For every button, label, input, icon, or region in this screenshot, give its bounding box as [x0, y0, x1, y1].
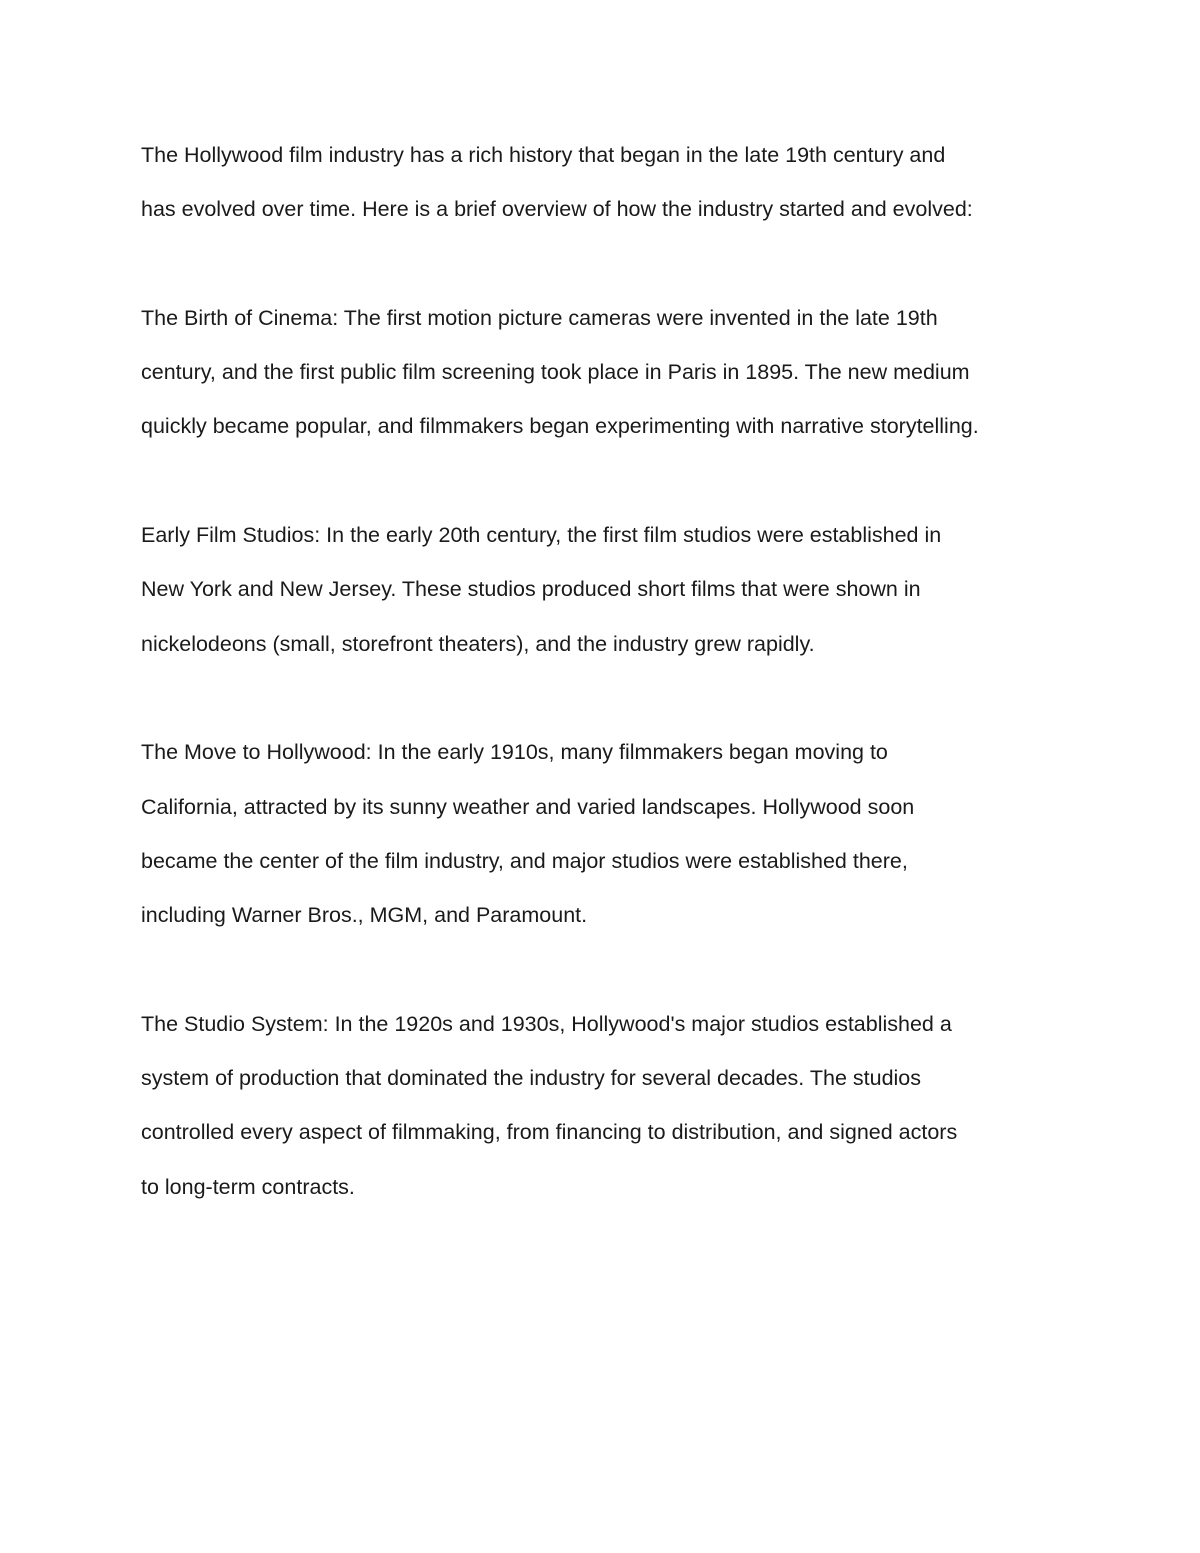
studio-system-paragraph — [141, 997, 1081, 1214]
text-line: The Hollywood film industry has a rich history that began in the late 19th century and — [141, 143, 946, 167]
text-line: The Studio System: In the 1920s and 1930s, Hollywood's major studios established a — [141, 1011, 952, 1036]
text-line: nickelodeons (small, storefront theaters), and the industry grew rapidly. — [141, 631, 815, 656]
text-line: has evolved over time. Here is a brief overview of how the industry started and evolved: — [141, 197, 973, 222]
text-line: controlled every aspect of filmmaking, from financing to distribution, and signed actors — [141, 1120, 958, 1145]
paragraph-spacer — [141, 942, 1081, 996]
text-line: including Warner Bros., MGM, and Paramount. — [141, 903, 588, 928]
paragraph-spacer — [141, 237, 1081, 291]
document-body — [141, 128, 1081, 1214]
intro-paragraph — [141, 128, 1081, 237]
text-line: New York and New Jersey. These studios produced short films that were shown in — [141, 577, 921, 602]
text-line: to long-term contracts. — [141, 1174, 355, 1199]
birth-of-cinema-paragraph — [141, 291, 1081, 454]
text-line: system of production that dominated the industry for several decades. The studios — [141, 1066, 922, 1091]
text-line: The Move to Hollywood: In the early 1910s, many filmmakers began moving to — [141, 740, 888, 765]
text-line: California, attracted by its sunny weather and varied landscapes. Hollywood soon — [141, 794, 915, 819]
early-film-studios-paragraph — [141, 508, 1081, 671]
text-line: Early Film Studios: In the early 20th century, the first film studios were established in — [141, 523, 942, 548]
move-to-hollywood-paragraph — [141, 725, 1081, 942]
text-line: became the center of the film industry, and major studios were established there, — [141, 848, 908, 873]
text-line: century, and the first public film screening took place in Paris in 1895. The new medium — [141, 360, 970, 385]
paragraph-spacer — [141, 671, 1081, 725]
text-line: The Birth of Cinema: The first motion picture cameras were invented in the late 19th — [141, 305, 938, 330]
text-line: quickly became popular, and filmmakers began experimenting with narrative storytelling. — [141, 414, 979, 439]
paragraph-spacer — [141, 454, 1081, 508]
